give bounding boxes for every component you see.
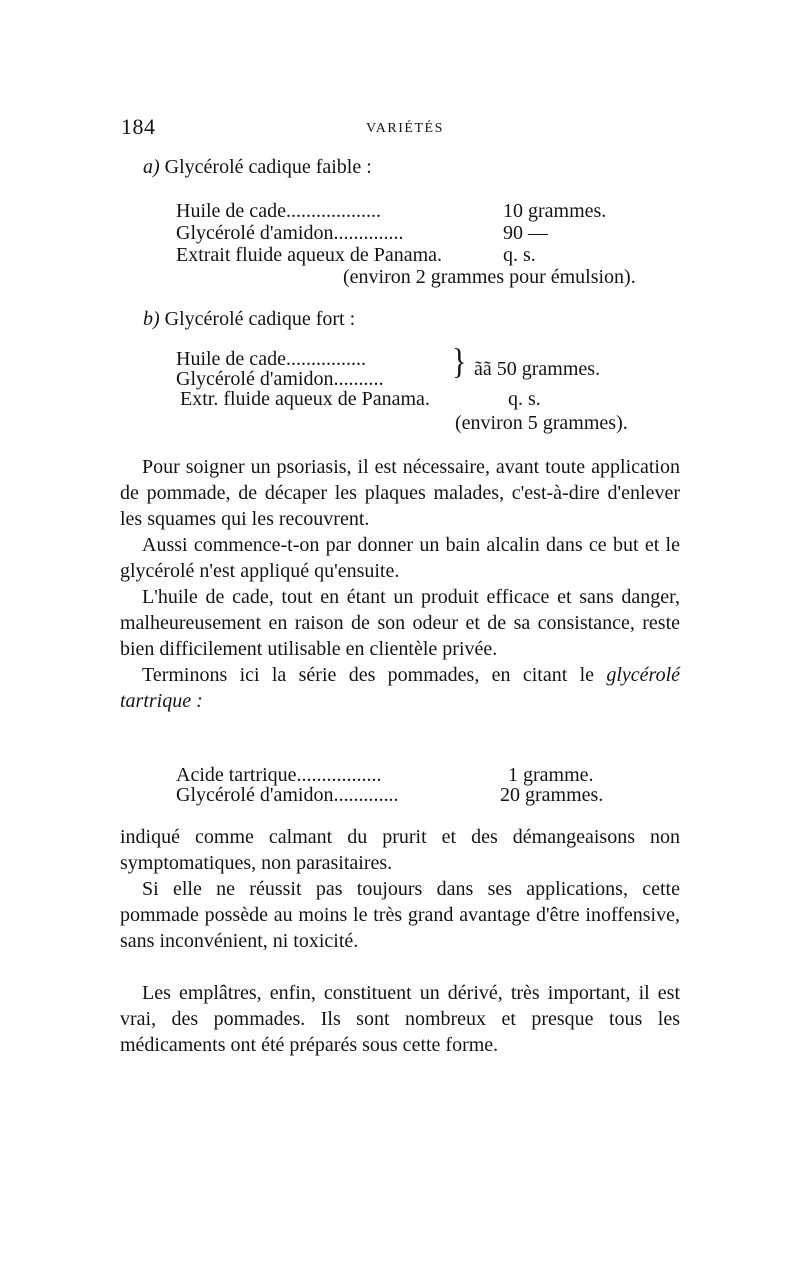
ingredient-name: Glycérolé d'amidon bbox=[176, 784, 334, 806]
recipe-a-title bbox=[143, 154, 372, 180]
recipe-b-title-text: Glycérolé cadique fort : bbox=[164, 308, 356, 330]
paragraph: Pour soigner un psoriasis, il est nécessaire, avant toute application de pommade, de décaper les plaques malades, c'est-à-dire d'enlever les squames qui les recouvrent. bbox=[120, 456, 680, 530]
ingredient-name: Glycérolé d'amidon bbox=[176, 368, 334, 390]
intro-italic: glycérolé tartrique : bbox=[120, 664, 681, 712]
recipe-b-row-1 bbox=[176, 348, 366, 370]
leader-dots: ................ bbox=[285, 348, 366, 370]
recipe-a-letter: a) bbox=[143, 156, 160, 178]
paragraph: Si elle ne réussit pas toujours dans ses applications, cette pommade possède au moins le très grand avantage d'être inoffensive, sans inconvénient, ni toxicité. bbox=[120, 878, 680, 952]
leader-dots: ................. bbox=[296, 764, 382, 786]
recipe-c-qty-1: 1 gramme. bbox=[508, 764, 594, 786]
ingredient-name: Acide tartrique bbox=[176, 764, 297, 786]
recipe-b-shared-qty: ãã 50 grammes. bbox=[474, 358, 601, 380]
leader-dots: .......... bbox=[333, 368, 384, 390]
recipe-b-title bbox=[143, 306, 355, 332]
ingredient-name: Glycérolé d'amidon bbox=[176, 222, 334, 244]
paragraph-intro bbox=[120, 662, 680, 714]
body-text-3 bbox=[120, 980, 680, 1058]
recipe-a-qty-1: 10 grammes. bbox=[503, 200, 607, 222]
page-number: 184 bbox=[121, 114, 156, 139]
leader-dots: ............. bbox=[333, 784, 399, 806]
running-title: VARIÉTÉS bbox=[366, 121, 444, 136]
paragraph: L'huile de cade, tout en étant un produit efficace et sans danger, malheureusement en raison de son odeur et de sa consistance, reste bien difficilement utilisable en clientèle privée. bbox=[120, 586, 680, 660]
intro-text: Terminons ici la série des pommades, en citant le bbox=[142, 664, 595, 686]
recipe-a-row-2 bbox=[176, 222, 403, 244]
recipe-a-row-1 bbox=[176, 200, 381, 222]
recipe-a-note: (environ 2 grammes pour émulsion). bbox=[343, 266, 636, 288]
ingredient-name: Huile de cade bbox=[176, 200, 286, 222]
recipe-c-qty-2: 20 grammes. bbox=[500, 784, 604, 806]
recipe-c-row-2 bbox=[176, 784, 398, 806]
recipe-b-row-3: Extr. fluide aqueux de Panama. bbox=[180, 388, 430, 410]
recipe-b-row-2 bbox=[176, 368, 383, 390]
recipe-b-note: (environ 5 grammes). bbox=[455, 412, 628, 434]
brace: } bbox=[452, 341, 467, 382]
ingredient-name: Huile de cade bbox=[176, 348, 286, 370]
body-text-1 bbox=[120, 454, 680, 714]
recipe-a-qty-2: 90 — bbox=[503, 222, 548, 244]
leader-dots: .............. bbox=[333, 222, 404, 244]
paragraph: Les emplâtres, enfin, constituent un dérivé, très important, il est vrai, des pommades. Ils sont nombreux et presque tous les médicaments ont été préparés sous cette forme. bbox=[120, 982, 680, 1056]
recipe-a-title-text: Glycérolé cadique faible : bbox=[164, 156, 372, 178]
paragraph: indiqué comme calmant du prurit et des démangeaisons non symptomatiques, non parasitaires. bbox=[120, 826, 680, 874]
body-text-2 bbox=[120, 824, 680, 954]
recipe-a-qty-3: q. s. bbox=[503, 244, 536, 266]
recipe-b-qty-3: q. s. bbox=[508, 388, 541, 410]
recipe-a-row-3: Extrait fluide aqueux de Panama. bbox=[176, 244, 443, 266]
recipe-c-row-1 bbox=[176, 764, 382, 786]
leader-dots: ................... bbox=[285, 200, 381, 222]
recipe-b-letter: b) bbox=[143, 308, 160, 330]
paragraph: Aussi commence-t-on par donner un bain alcalin dans ce but et le glycérolé n'est appliqué qu'ensuite. bbox=[120, 534, 680, 582]
